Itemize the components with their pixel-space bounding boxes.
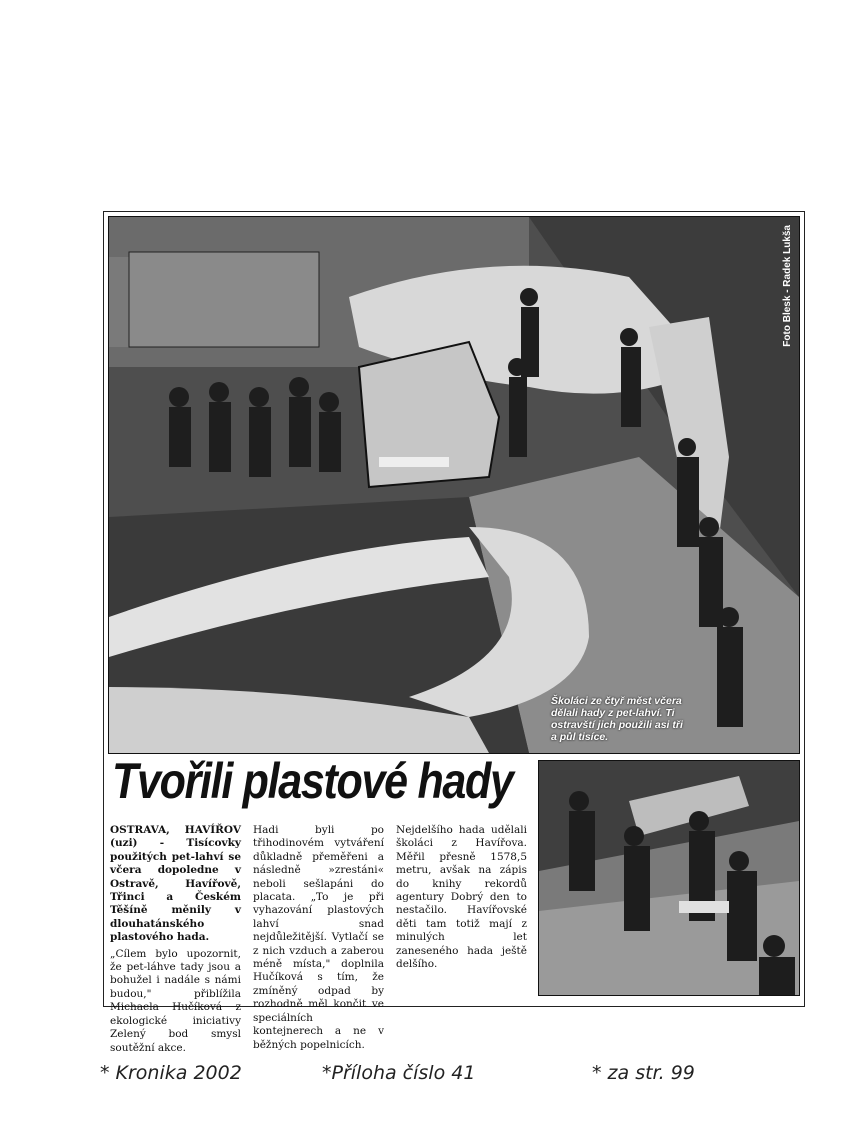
newspaper-clipping <box>103 211 805 1054</box>
main-photo <box>108 216 800 754</box>
main-photo-image <box>109 217 799 753</box>
headline: Tvořili plastové hady <box>112 753 513 809</box>
photo-caption: Školáci ze čtyř měst včera dělali hady z pet-lahví. Ti ostravští jich použili asi tři a půl tisíce. <box>551 695 683 743</box>
note-page: * za str. 99 <box>592 1062 695 1084</box>
article-column-3 <box>396 824 527 974</box>
article-column-2 <box>253 824 384 1055</box>
lead-paragraph: OSTRAVA, HAVÍŘOV (uzi) - Tisícovky použitých pet-lahví se včera dopoledne v Ostravě, Havířově, Třinci a Českém Těšíně měnily v dlouhatánského plastového hada. <box>110 824 241 944</box>
note-chronicle: * Kronika 2002 <box>100 1062 242 1084</box>
secondary-photo <box>538 760 800 996</box>
article-body <box>110 824 530 1054</box>
paragraph-3: Nejdelšího hada udělali školáci z Havířova. Měřil přesně 1578,5 metru, avšak na zápis do knihy rekordů agentury Dobrý den to nestačilo. Havířovské děti tam totiž mají z minulých let zaneseného hada ještě delšího. <box>396 824 527 971</box>
article-column-1 <box>110 824 241 1058</box>
note-attachment: *Příloha číslo 41 <box>322 1062 476 1084</box>
paragraph-2: Hadi byli po třihodinovém vytváření důkladně přeměřeni a následně »zrestáni« neboli sešlapáni do placata. „To je při vyhazování plastových lahví snad nejdůležitější. Vytlačí se z nich vzduch a zaberou méně místa," doplnila Hučíková s tím, že zmíněný odpad by rozhodně měl končit ve speciálních kontejnerech a ne v běžných popelnicích. <box>253 824 384 1051</box>
secondary-photo-image <box>539 761 799 995</box>
photo-credit: Foto Blesk - Radek Lukša <box>782 225 793 347</box>
paragraph-1: „Cílem bylo upozornit, že pet-láhve tady jsou a bohužel i nadále s námi budou," přiblížila Michaela Hučíková z ekologické iniciativy Zelený bod smysl soutěžní akce. <box>110 947 241 1054</box>
handwritten-annotations <box>0 1062 843 1102</box>
